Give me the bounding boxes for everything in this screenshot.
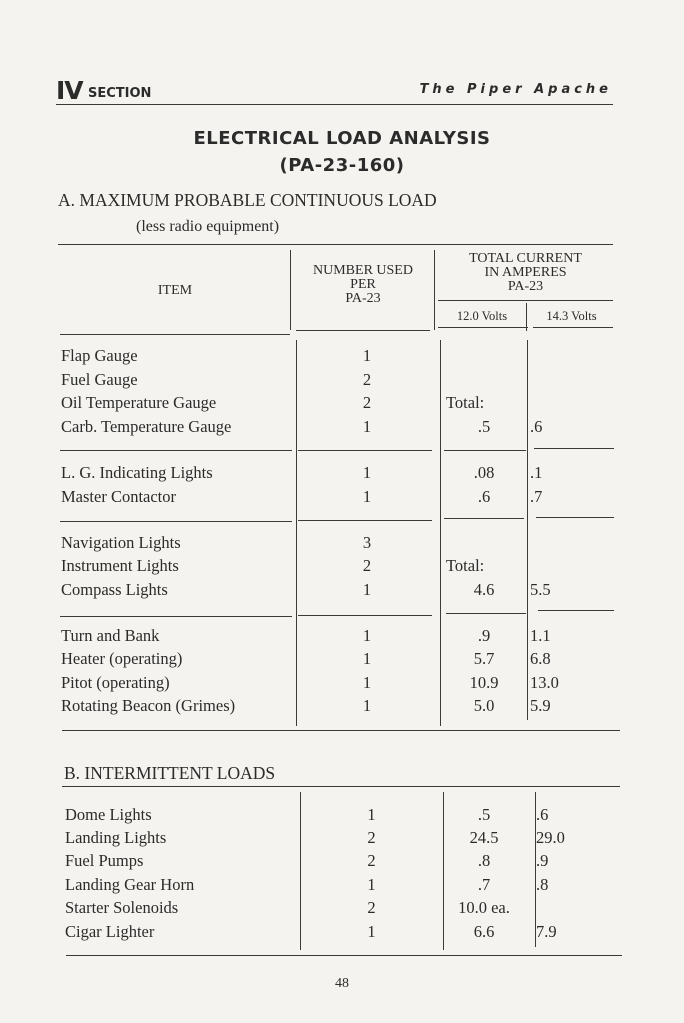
table-a-divider — [290, 250, 291, 330]
row-current-12v: .5 — [477, 805, 491, 824]
row-current-12v: .8 — [477, 851, 491, 870]
row-current-12v: 6.6 — [473, 922, 495, 941]
table-a-group-rule — [298, 450, 432, 451]
row-current-12v: .6 — [477, 487, 491, 506]
row-item-label: Flap Gauge — [61, 346, 138, 365]
row-item-label: Heater (operating) — [61, 649, 183, 668]
header-rule — [56, 104, 613, 105]
row-number-used: 1 — [362, 580, 372, 599]
section-a-subheading: (less radio equipment) — [136, 218, 280, 235]
row-item-label: Compass Lights — [61, 580, 168, 599]
row-number-used: 1 — [362, 696, 372, 715]
row-current-12v: .08 — [473, 463, 495, 482]
table-b-bottom-rule — [66, 955, 622, 956]
row-item-label: Fuel Gauge — [61, 370, 138, 389]
row-item-label: Landing Gear Horn — [65, 875, 195, 894]
column-header-number-line: PA-23 — [345, 291, 381, 306]
row-number-used: 3 — [362, 533, 372, 552]
row-current-12v: 5.7 — [473, 649, 495, 668]
row-current-14v: 6.8 — [530, 649, 551, 668]
column-header-item: ITEM — [157, 283, 193, 298]
row-item-label: Cigar Lighter — [65, 922, 155, 941]
row-current-12v: Total: — [446, 393, 485, 412]
row-current-12v: 10.0 ea. — [458, 898, 510, 917]
row-item-label: Master Contactor — [61, 487, 177, 506]
section-b-heading: B. INTERMITTENT LOADS — [64, 763, 276, 783]
table-b-top-rule — [62, 786, 620, 787]
row-number-used: 1 — [362, 673, 372, 692]
page-subtitle: (PA-23-160) — [279, 155, 405, 176]
section-number: IV — [56, 76, 83, 105]
row-item-label: Fuel Pumps — [65, 851, 144, 870]
row-number-used: 2 — [367, 828, 376, 847]
book-title: The Piper Apache — [419, 82, 612, 97]
table-a-group-rule — [298, 615, 432, 616]
row-current-14v: .8 — [536, 875, 549, 894]
row-item-label: Oil Temperature Gauge — [61, 393, 217, 412]
row-current-14v: 13.0 — [530, 673, 559, 692]
column-header-number — [296, 264, 430, 306]
row-item-label: Instrument Lights — [61, 556, 179, 575]
row-current-14v: 29.0 — [536, 828, 565, 847]
row-current-12v: 5.0 — [473, 696, 495, 715]
row-current-14v: .7 — [530, 487, 543, 506]
row-current-12v: 24.5 — [469, 828, 499, 847]
table-a-group-rule — [60, 521, 292, 522]
table-a-top-rule — [58, 244, 613, 245]
table-a-group-rule — [446, 613, 526, 614]
row-item-label: Turn and Bank — [61, 626, 160, 645]
row-item-label: Carb. Temperature Gauge — [61, 417, 232, 436]
section-label: SECTION — [88, 86, 152, 101]
table-a-group-rule — [536, 517, 614, 518]
row-current-12v: .7 — [477, 875, 491, 894]
column-header-current-line: PA-23 — [507, 279, 544, 294]
row-item-label: Rotating Beacon (Grimes) — [61, 696, 236, 715]
table-a-header-rule — [533, 327, 613, 328]
table-a-group-rule — [60, 450, 292, 451]
page-title: ELECTRICAL LOAD ANALYSIS — [193, 128, 491, 149]
table-a-header-rule — [438, 327, 528, 328]
column-header-current-line: TOTAL CURRENT — [469, 251, 582, 266]
row-current-14v: 1.1 — [530, 626, 551, 645]
table-a-divider — [434, 250, 435, 330]
table-a-volts-rule — [438, 300, 613, 301]
row-number-used: 1 — [362, 626, 372, 645]
row-number-used: 1 — [362, 649, 372, 668]
row-current-14v: .9 — [536, 851, 549, 870]
row-current-12v: .5 — [477, 417, 491, 436]
row-number-used: 1 — [362, 463, 372, 482]
table-a-group-rule — [534, 448, 614, 449]
row-item-label: Navigation Lights — [61, 533, 181, 552]
table-a-divider — [527, 340, 528, 720]
column-header-12-volts: 12.0 Volts — [456, 309, 508, 323]
table-a-group-rule — [298, 520, 432, 521]
column-header-14-volts: 14.3 Volts — [546, 309, 597, 323]
row-number-used: 1 — [367, 805, 376, 824]
row-current-12v: Total: — [446, 556, 485, 575]
table-a-divider — [440, 340, 441, 726]
row-number-used: 2 — [362, 393, 372, 412]
column-header-number-line: PER — [350, 277, 376, 292]
row-number-used: 1 — [367, 922, 376, 941]
row-number-used: 1 — [362, 346, 372, 365]
column-header-current-line: IN AMPERES — [484, 265, 567, 280]
row-item-label: Dome Lights — [65, 805, 152, 824]
row-current-14v: .1 — [530, 463, 543, 482]
table-a-group-rule — [60, 616, 292, 617]
row-current-14v: 5.5 — [530, 580, 551, 599]
row-current-14v: 5.9 — [530, 696, 551, 715]
row-number-used: 2 — [367, 851, 376, 870]
row-current-12v: .9 — [477, 626, 491, 645]
row-current-14v: .6 — [536, 805, 549, 824]
row-current-14v: .6 — [530, 417, 543, 436]
row-item-label: Pitot (operating) — [61, 673, 170, 692]
table-a-group-rule — [444, 518, 524, 519]
column-header-number-line: NUMBER USED — [313, 263, 413, 278]
table-a-header-rule — [296, 330, 430, 331]
row-number-used: 2 — [362, 556, 372, 575]
row-item-label: L. G. Indicating Lights — [61, 463, 213, 482]
row-item-label: Starter Solenoids — [65, 898, 179, 917]
column-header-current — [438, 252, 613, 294]
row-number-used: 1 — [367, 875, 376, 894]
row-number-used: 2 — [367, 898, 376, 917]
table-a-group-rule — [538, 610, 614, 611]
table-a-bottom-rule — [62, 730, 620, 731]
page-number: 48 — [335, 976, 349, 991]
row-current-14v: 7.9 — [536, 922, 557, 941]
row-number-used: 2 — [362, 370, 372, 389]
row-number-used: 1 — [362, 487, 372, 506]
table-a-group-rule — [444, 450, 526, 451]
section-a-heading: A. MAXIMUM PROBABLE CONTINUOUS LOAD — [58, 190, 437, 210]
row-current-12v: 4.6 — [473, 580, 495, 599]
row-number-used: 1 — [362, 417, 372, 436]
row-current-12v: 10.9 — [469, 673, 499, 692]
row-item-label: Landing Lights — [65, 828, 167, 847]
table-a-header-rule — [60, 334, 290, 335]
